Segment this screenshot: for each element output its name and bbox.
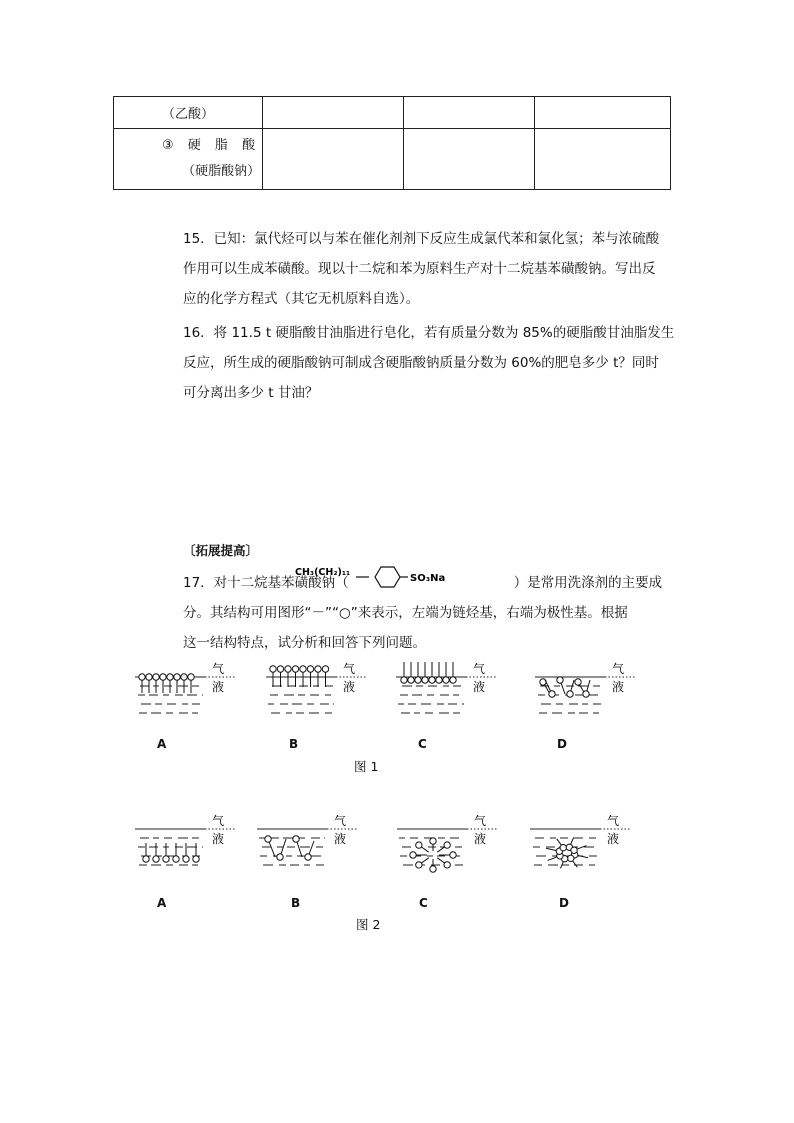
gas-label: 气 [212,815,225,828]
figure-2-caption: 图 2 [356,917,381,932]
gas-label: 气 [474,815,487,828]
surfactant-head [416,862,422,868]
table-cell [535,129,671,190]
question-17-line: 分。其结构可用图形“－”“○”来表示，左端为链烃基，右端为极性基。根据 [183,605,628,621]
figure-1-label-a: A [157,737,167,751]
liquid-label: 液 [212,832,225,846]
liquid-label: 液 [334,832,347,846]
figure-2-label-c: C [419,896,428,910]
surfactant-head [429,677,435,683]
surfactant-head [575,679,581,685]
table-cell [404,97,535,129]
surfactant-head [571,847,577,853]
liquid-label: 液 [473,680,486,694]
dodecylbenzenesulfonate-formula [281,562,481,594]
surfactant-head [540,679,546,685]
surfactant-head [443,677,449,683]
table-cell [263,97,404,129]
question-17-suffix: ）是常用洗涤剂的主要成 [513,575,663,591]
surfactant-head [188,674,194,680]
benzene-ring-icon [375,567,400,587]
surfactant-head [305,854,311,860]
surfactant-head [160,674,166,680]
surfactant-head [401,677,407,683]
surfactant-head [450,677,456,683]
question-16-line: 可分离出多少 t 甘油？ [183,385,319,401]
figure-1-label-b: B [289,737,299,751]
table-cell [114,97,263,129]
surfactant-head [444,862,450,868]
table-row [114,97,671,129]
surfactant-head [307,666,313,672]
surfactant-head [430,838,436,844]
table-cell [404,129,535,190]
table-row [114,129,671,190]
surfactant-head [436,677,442,683]
figure-1-caption: 图 1 [354,759,379,774]
surfactant-head [193,856,199,862]
surfactant-head [322,666,328,672]
question-16-line: 16．将 11.5 t 硬脂酸甘油脂进行皂化，若有质量分数为 85%的硬脂酸甘油脂发生 [183,325,675,341]
question-17-prefix: 17．对十二烷基苯磺酸钠（ [183,575,349,591]
liquid-label: 液 [212,680,225,694]
surfactant-head [292,666,298,672]
surfactant-head [315,666,321,672]
figure-2-label-a: A [157,896,167,910]
question-16 [183,318,678,408]
surfactant-head [568,855,574,861]
gas-label: 气 [473,662,486,676]
surfactant-head [293,836,299,842]
surfactant-head [265,836,271,842]
surfactant-head [183,856,189,862]
gas-label: 气 [343,662,356,676]
question-15-line: 应的化学方程式（其它无机原料自选）。 [183,291,420,307]
question-15-line: 15．已知：氯代烃可以与苯在催化剂剂下反应生成氯代苯和氯化氢；苯与浓硫酸 [183,231,660,247]
gas-label: 气 [612,662,625,676]
surfactant-head [416,842,422,848]
section-title: 〔拓展提高〕 [183,543,259,558]
reaction-table [113,96,671,190]
surfactant-head [422,677,428,683]
acetic-acid-label: （乙酸） [162,107,215,122]
question-16-line: 反应，所生成的硬脂酸钠可制成含硬脂酸钠质量分数为 60%的肥皂多少 t？同时 [183,355,659,371]
surfactant-head [549,691,555,697]
table-cell [263,129,404,190]
surfactant-head [277,854,283,860]
surfactant-head [174,674,180,680]
question-17-line: 这一结构特点，试分析和回答下列问题。 [183,635,426,651]
liquid-label: 液 [474,832,487,846]
figure-2-diagrams [120,815,650,891]
question-15 [183,224,678,314]
surfactant-head [146,674,152,680]
surfactant-head [567,691,573,697]
surfactant-head [285,666,291,672]
surfactant-head [408,677,414,683]
surfactant-head [143,856,149,862]
gas-label: 气 [212,662,225,676]
figure-2-label-d: D [559,896,569,910]
liquid-label: 液 [343,680,356,694]
sodium-stearate-label: （硬脂酸钠） [182,164,261,179]
surfactant-head [153,856,159,862]
figure-1-label-d: D [557,737,567,751]
figure-2-label-b: B [291,896,301,910]
surfactant-head [557,677,563,683]
surfactant-head [430,866,436,872]
surfactant-head [181,674,187,680]
surfactant-head [277,666,283,672]
surfactant-head [300,666,306,672]
gas-label: 气 [607,815,620,828]
table-cell [535,97,671,129]
figure-1-diagrams [120,658,650,730]
surfactant-head [139,674,145,680]
surfactant-head [560,844,566,850]
surfactant-head [163,856,169,862]
formula-sulfonate: SO₃Na [410,573,446,584]
liquid-label: 液 [612,680,625,694]
surfactant-head [450,852,456,858]
surfactant-head [583,691,589,697]
surfactant-head [444,842,450,848]
stearic-acid-label: ③ 硬 脂 酸 [162,138,261,153]
figure-1-label-c: C [418,737,427,751]
surfactant-head [415,677,421,683]
surfactant-head [153,674,159,680]
surfactant-head [410,852,416,858]
surfactant-head [270,666,276,672]
surfactant-head [173,856,179,862]
surfactant-head [167,674,173,680]
table-cell [114,129,263,190]
gas-label: 气 [334,815,347,828]
question-15-line: 作用可以生成苯磺酸。现以十二烷和苯为原料生产对十二烷基苯磺酸钠。写出反 [183,261,656,277]
formula-alkyl-chain: CH₃(CH₂)₁₁ [295,567,351,578]
liquid-label: 液 [607,832,620,846]
